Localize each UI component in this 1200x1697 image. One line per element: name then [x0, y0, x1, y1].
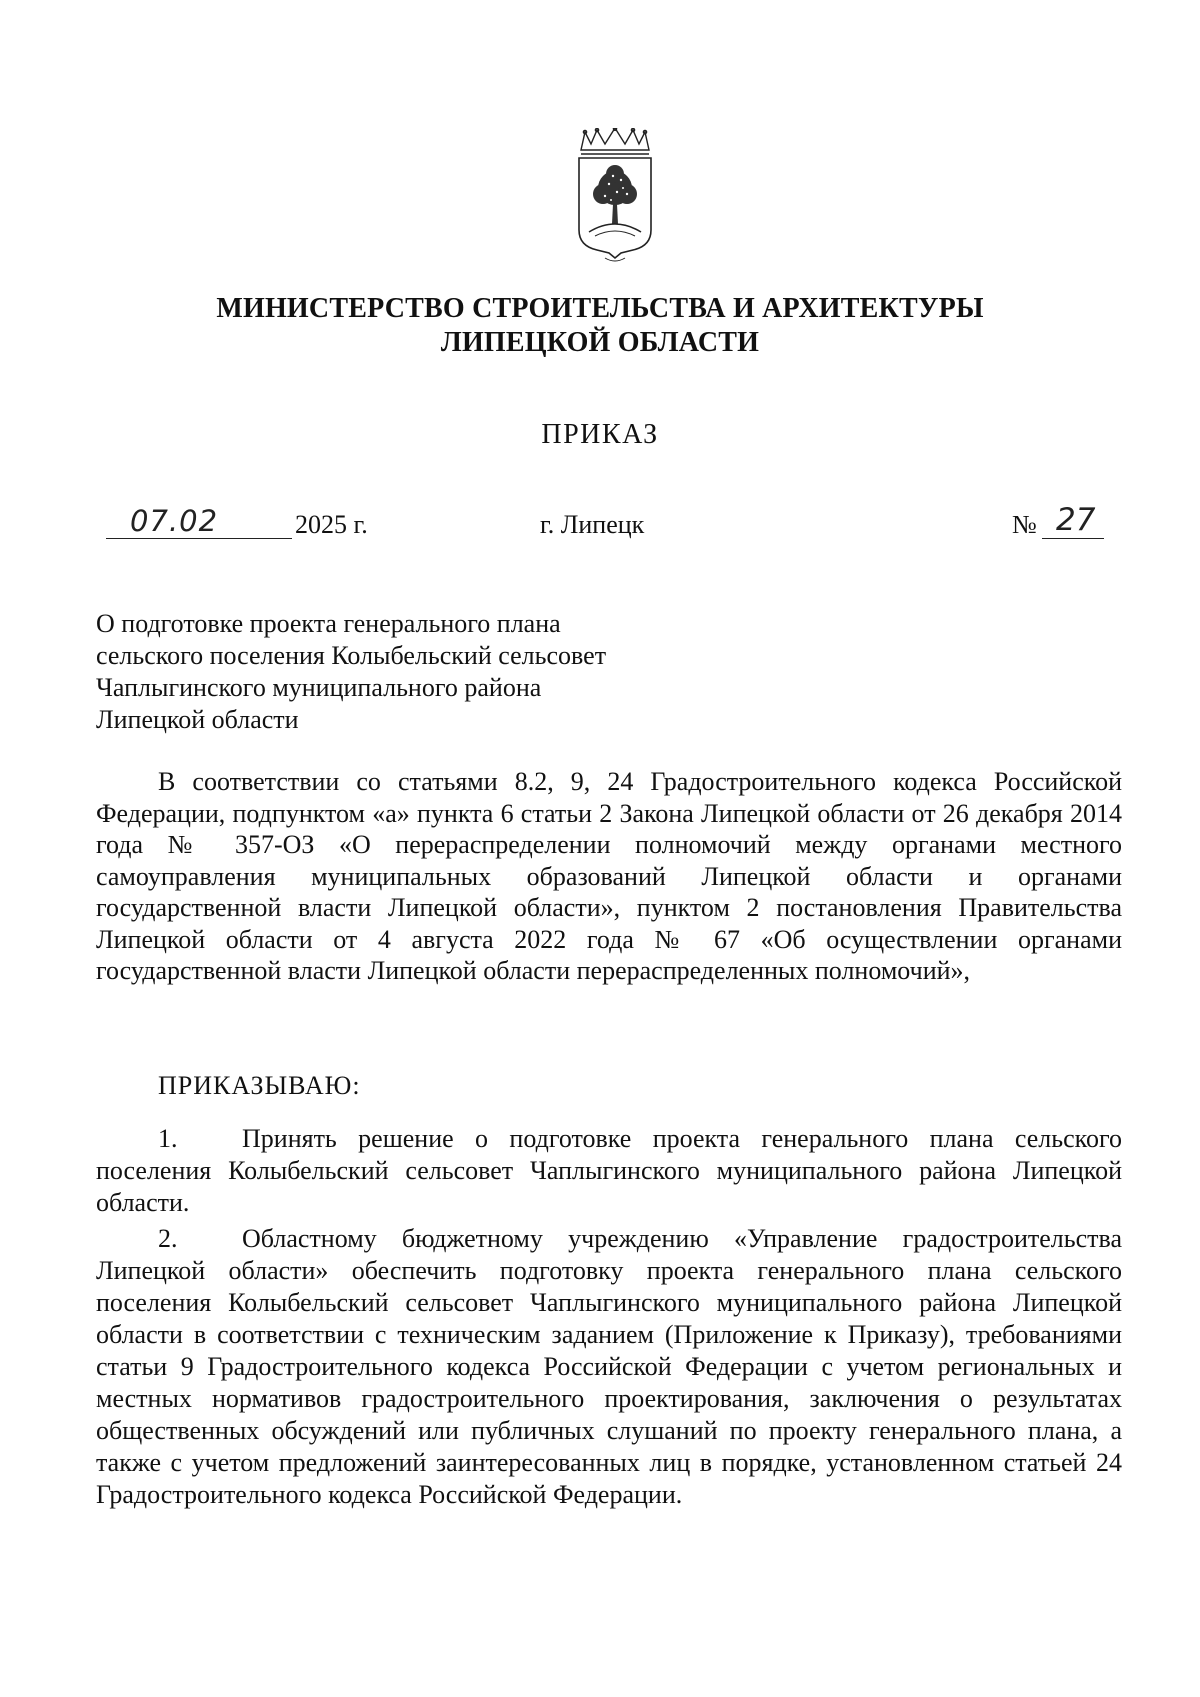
- ministry-title-line1: МИНИСТЕРСТВО СТРОИТЕЛЬСТВА И АРХИТЕКТУРЫ: [216, 293, 984, 324]
- order-item-text: Областному бюджетному учреждению «Управление градостроительства Липецкой области» обеспечить подготовку проекта генерального плана сельского поселения Колыбельский сельсовет Чаплыгинского муниципального района Липецкой области в соответствии с техническим заданием (Приложение к Приказу), требованиями статьи 9 Градостроительного кодекса Российской Федерации с учетом региональных и местных нормативов градостроительного проектирования, заключения о результатах общественных обсуждений или публичных слушаний по проекту генерального плана, а также с учетом предложений заинтересованных лиц в порядке, установленном статьей 24 Градостроительного кодекса Российской Федерации.: [96, 1224, 1122, 1509]
- date-underline: [106, 538, 292, 539]
- document-type: ПРИКАЗ: [541, 419, 659, 450]
- lipetsk-coat-of-arms-icon: [575, 128, 655, 264]
- document-subject: [96, 608, 696, 736]
- legal-basis-paragraph: В соответствии со статьями 8.2, 9, 24 Градостроительного кодекса Российской Федерации, подпунктом «а» пункта 6 статьи 2 Закона Липецкой области от 26 декабря 2014 года № 357-ОЗ «О перераспределении полномочий между органами местного самоуправления муниципальных образований Липецкой области и органами государственной власти Липецкой области», пунктом 2 постановления Правительства Липецкой области от 4 августа 2022 года № 67 «Об осуществлении органами государственной власти Липецкой области перераспределенных полномочий»,: [96, 767, 1122, 985]
- subject-line: Чаплыгинского муниципального района: [96, 673, 542, 702]
- order-item-text: Принять решение о подготовке проекта генерального плана сельского поселения Колыбельский сельсовет Чаплыгинского муниципального района Липецкой области.: [96, 1124, 1122, 1217]
- document-meta-row: [0, 502, 1200, 548]
- number-underline: [1042, 538, 1104, 539]
- order-item-number: 1.: [158, 1124, 178, 1153]
- date-year: 2025 г.: [295, 510, 368, 539]
- city-name: г. Липецк: [540, 510, 645, 539]
- order-item-number: 2.: [158, 1224, 178, 1253]
- ministry-title-line2: ЛИПЕЦКОЙ ОБЛАСТИ: [440, 327, 760, 358]
- order-item: [96, 1223, 1122, 1511]
- subject-line: О подготовке проекта генерального плана: [96, 609, 561, 638]
- handwritten-number: 27: [1056, 502, 1096, 538]
- subject-line: Липецкой области: [96, 705, 299, 734]
- order-item: [96, 1123, 1122, 1219]
- handwritten-date: 07.02: [130, 504, 219, 538]
- order-word: ПРИКАЗЫВАЮ:: [158, 1071, 361, 1100]
- number-sign: №: [1012, 510, 1037, 539]
- subject-line: сельского поселения Колыбельский сельсовет: [96, 641, 607, 670]
